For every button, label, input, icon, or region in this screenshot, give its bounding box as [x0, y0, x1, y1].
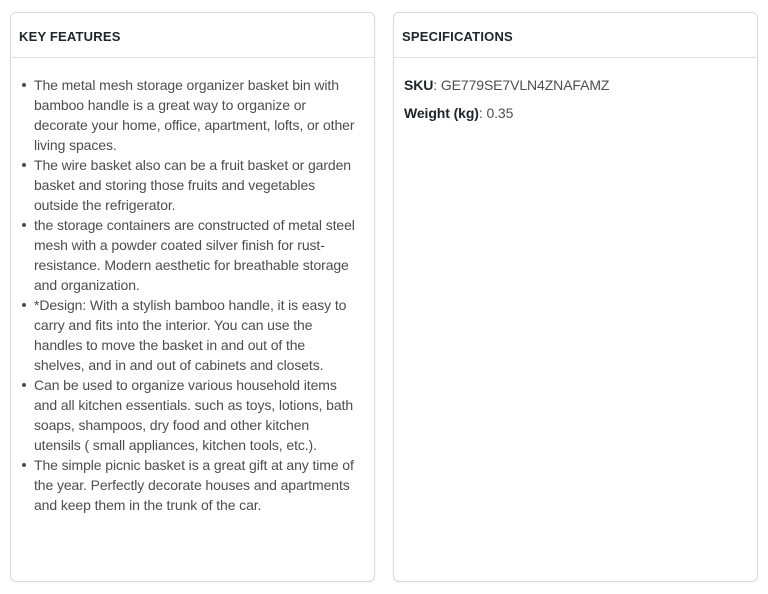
spec-separator: : [478, 105, 487, 121]
feature-item: The metal mesh storage organizer basket bin with bamboo handle is a great way to organize or decorate your home, office, apartment, lofts, or other living spaces. [21, 75, 359, 155]
feature-item: *Design: With a stylish bamboo handle, it is easy to carry and fits into the interior. You can use the handles to move the basket in and out of the shelves, and in and out of cabinets and closets. [21, 295, 359, 375]
key-features-header [11, 13, 374, 58]
spec-value-sku: GE779SE7VLN4ZNAFAMZ [440, 77, 610, 93]
specifications-card [393, 12, 758, 582]
specifications-header [394, 13, 757, 58]
spec-label-weight: Weight (kg) [404, 105, 479, 121]
spec-separator: : [433, 77, 441, 93]
spec-value-weight: 0.35 [486, 105, 514, 121]
spec-label-sku: SKU [404, 77, 434, 93]
feature-item: the storage containers are constructed of metal steel mesh with a powder coated silver finish for rust-resistance. Modern aesthetic for breathable storage and organization. [21, 215, 359, 295]
spec-row-weight [404, 103, 745, 123]
key-features-body [11, 58, 374, 531]
spec-row-sku [404, 75, 745, 95]
specifications-title: SPECIFICATIONS [402, 29, 513, 44]
feature-item: Can be used to organize various household items and all kitchen essentials. such as toys, lotions, bath soaps, shampoos, dry food and other kitchen utensils ( small appliances, kitchen tools, etc.). [21, 375, 359, 455]
specifications-body [394, 58, 757, 147]
feature-item: The wire basket also can be a fruit basket or garden basket and storing those fruits and vegetables outside the refrigerator. [21, 155, 359, 215]
feature-item: The simple picnic basket is a great gift at any time of the year. Perfectly decorate houses and apartments and keep them in the trunk of the car. [21, 455, 359, 515]
features-list [21, 75, 359, 515]
key-features-card [10, 12, 375, 582]
key-features-title: KEY FEATURES [19, 29, 121, 44]
